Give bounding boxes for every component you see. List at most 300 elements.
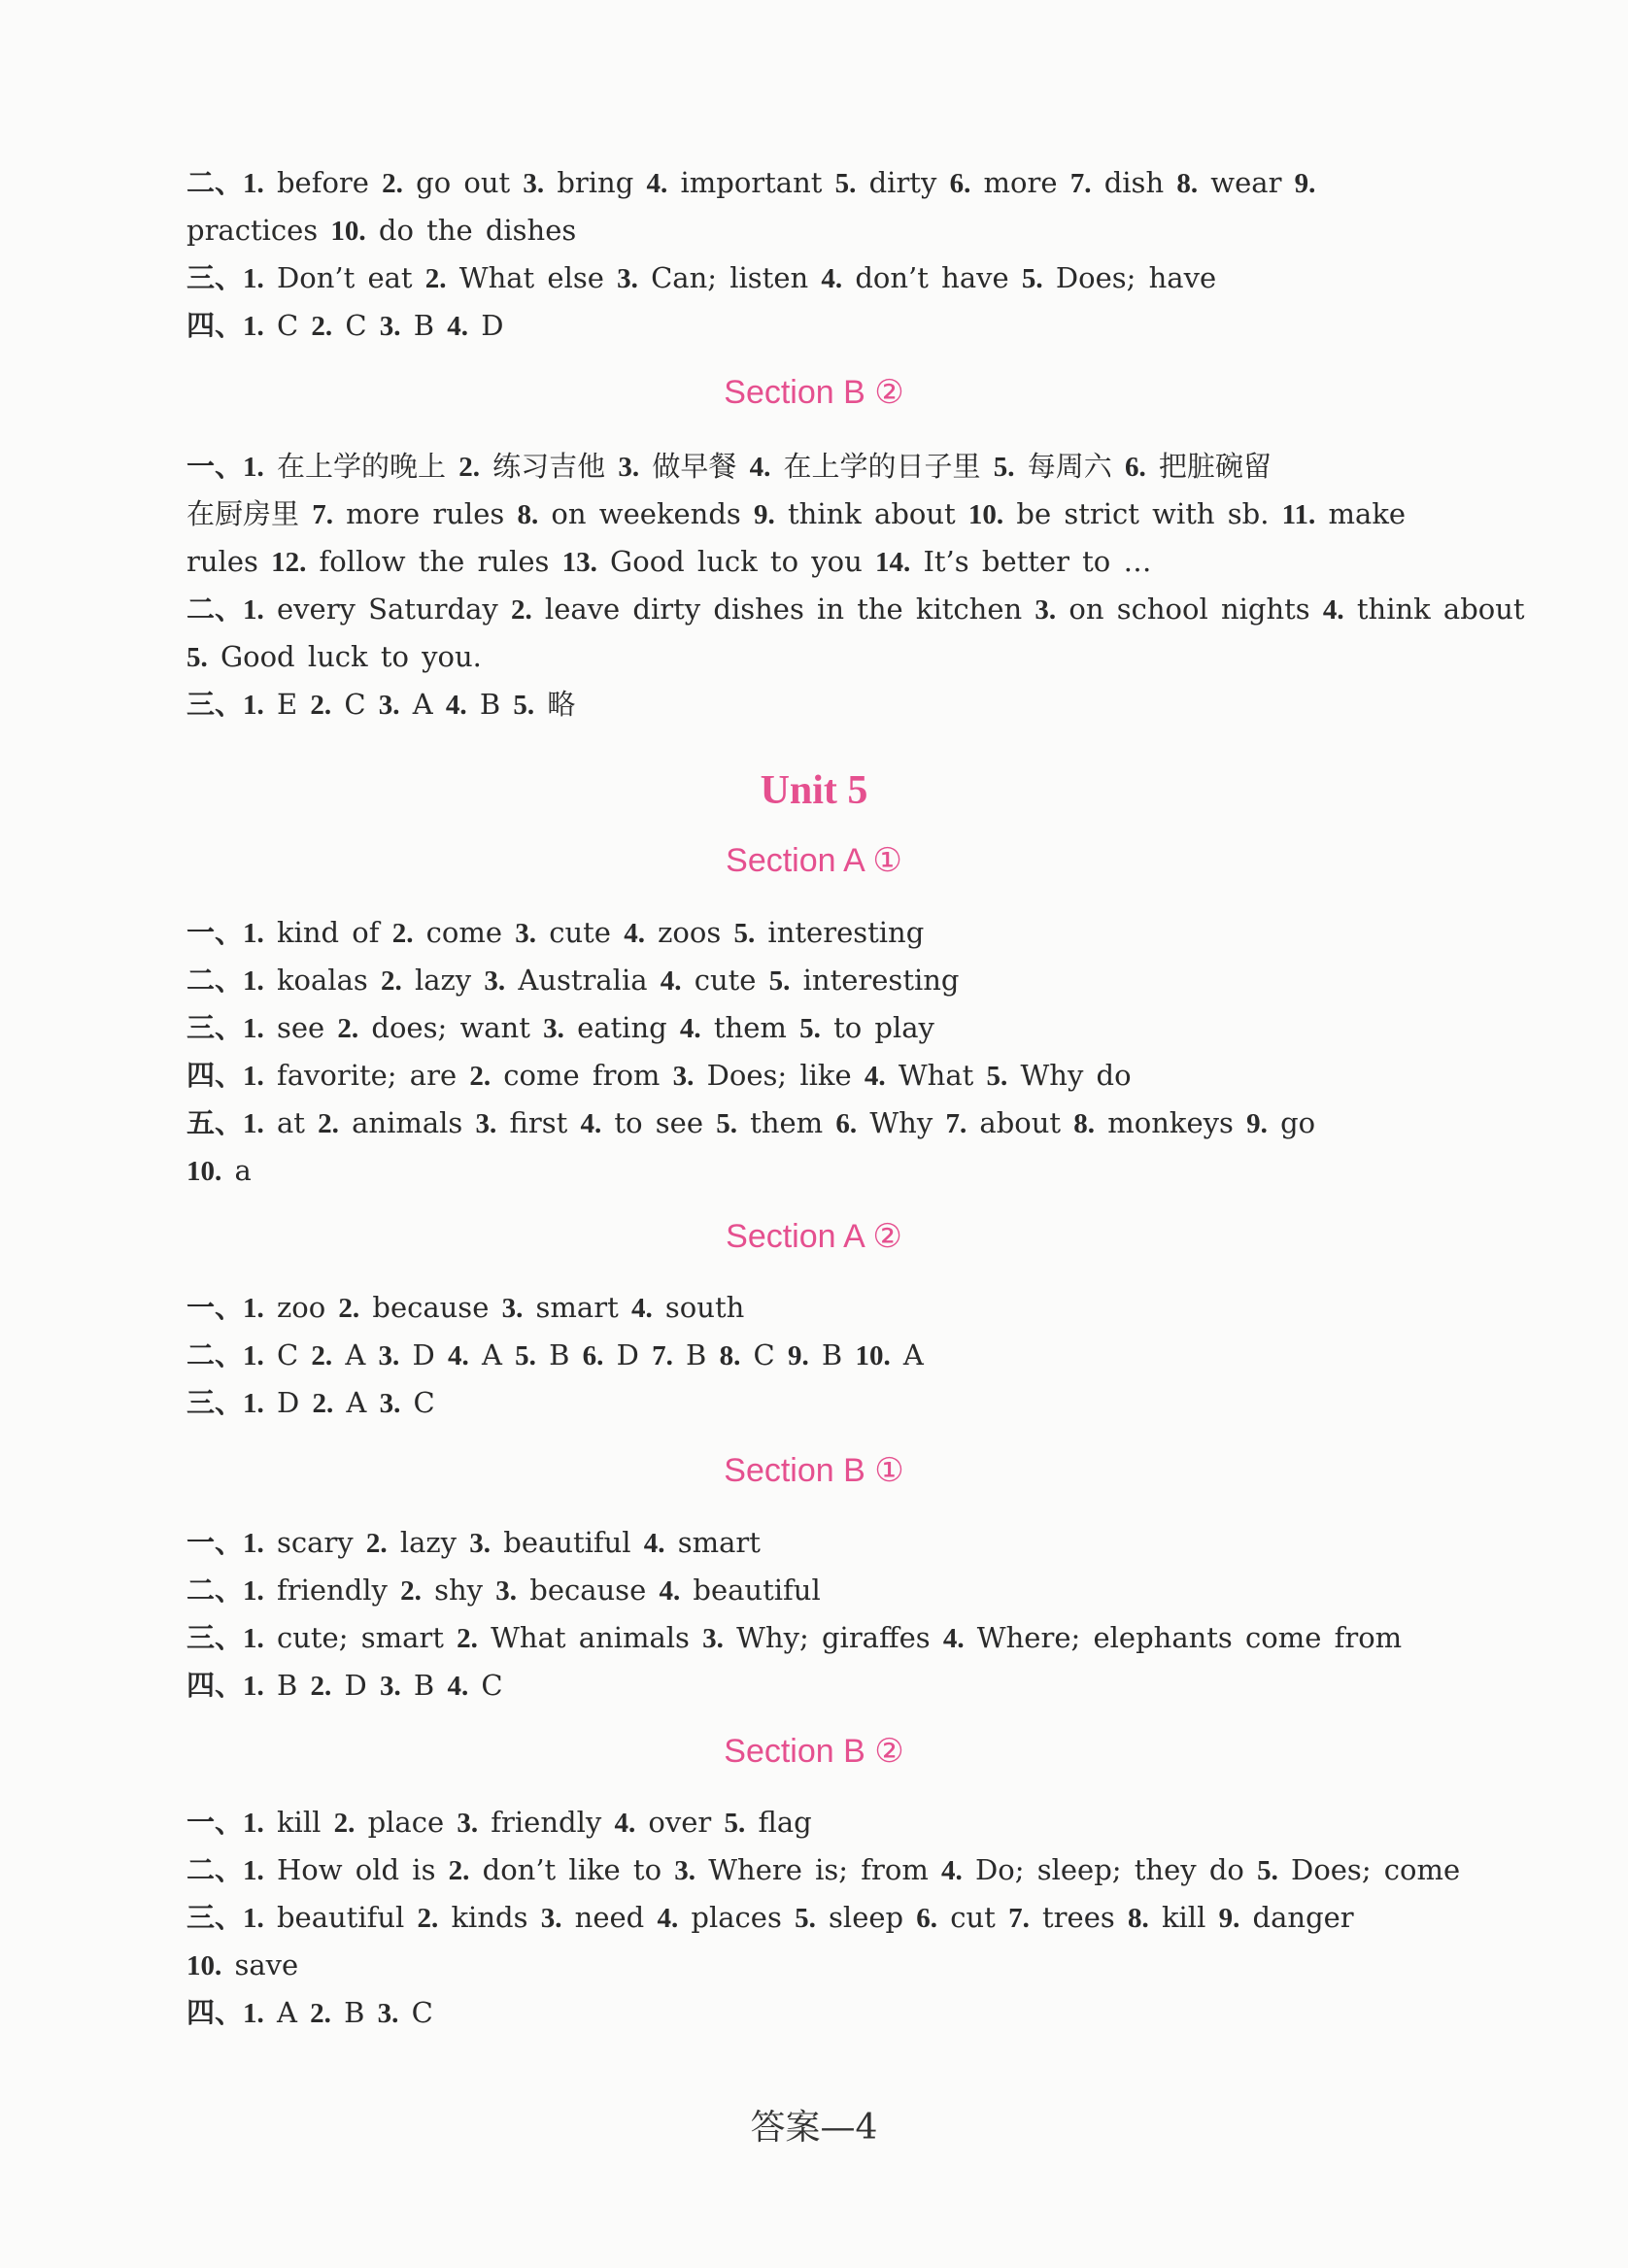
item-number: 4. [942, 1623, 965, 1654]
item-number: 9. [1246, 1108, 1268, 1139]
item-number: 2. [310, 1998, 331, 2029]
answer-line [187, 1332, 1478, 1379]
part-label: 四、 [187, 1059, 244, 1092]
item-number: 1. [243, 1340, 264, 1371]
answer-line [187, 207, 1478, 254]
answer-text: kill [1148, 1901, 1219, 1934]
part-label: 一、 [187, 916, 244, 949]
answer-text: dirty [856, 166, 950, 199]
item-number: 4. [630, 1293, 653, 1324]
item-number: 3. [618, 452, 640, 483]
item-number: 4. [447, 311, 469, 342]
answer-text: A [263, 1996, 311, 2029]
answer-text: come from [491, 1059, 673, 1092]
part-label: 五、 [187, 1106, 244, 1139]
answer-text: B [263, 1669, 311, 1702]
part-label: 四、 [187, 1996, 244, 2029]
item-number: 1. [243, 1575, 264, 1607]
item-number: 3. [702, 1623, 724, 1654]
item-number: 6. [916, 1903, 938, 1934]
answer-text: 略 [534, 688, 576, 721]
answer-text: smart [664, 1526, 761, 1559]
answer-text: C [468, 1669, 503, 1702]
answer-text: cute [536, 916, 625, 949]
answer-line [187, 1379, 1478, 1427]
item-number: 1. [243, 1808, 264, 1839]
part-label: 三、 [187, 1011, 244, 1044]
item-number: 10. [855, 1340, 891, 1371]
section-heading: Section B ② [724, 1733, 904, 1770]
answer-text: It’s better to … [910, 545, 1152, 578]
item-number: 5. [733, 918, 756, 949]
answer-text: to play [820, 1011, 934, 1044]
answer-text: Do; sleep; they do [962, 1853, 1258, 1886]
answer-text: C [331, 688, 379, 721]
answer-text: kinds [438, 1901, 541, 1934]
item-number: 2. [382, 168, 403, 199]
item-number: 1. [243, 594, 264, 626]
answer-text: Does; come [1277, 1853, 1461, 1886]
answer-line [187, 302, 1478, 350]
item-number: 5. [799, 1013, 821, 1044]
answer-text: E [263, 688, 311, 721]
item-number: 2. [391, 918, 414, 949]
answer-text: A [332, 1338, 379, 1371]
item-number: 3. [674, 1855, 696, 1886]
item-number: 3. [1034, 594, 1057, 626]
answer-text: about [967, 1106, 1074, 1139]
answer-text: D [263, 1386, 313, 1419]
answer-text: D [603, 1338, 653, 1371]
answer-text: 把脏碗留 [1145, 450, 1272, 483]
item-number: 6. [1124, 452, 1146, 483]
answer-text: Can; listen [637, 261, 822, 294]
answer-text: C [740, 1338, 788, 1371]
answer-text: beautiful [263, 1901, 418, 1934]
answer-text: Where is; from [695, 1853, 942, 1886]
answer-line [187, 254, 1478, 302]
item-number: 2. [337, 1013, 359, 1044]
item-number: 5. [986, 1061, 1008, 1092]
item-number: 11. [1281, 499, 1316, 530]
item-number: 4. [624, 918, 645, 949]
item-number: 3. [501, 1293, 524, 1324]
item-number: 5. [834, 168, 857, 199]
answer-line [187, 957, 1478, 1004]
answer-line [187, 586, 1525, 633]
item-number: 2. [448, 1855, 470, 1886]
item-number: 4. [1322, 594, 1344, 626]
answer-line [187, 1004, 1478, 1052]
section-heading: Section B ① [724, 1452, 904, 1489]
answer-text: What else [446, 261, 618, 294]
item-number: 10. [187, 1156, 222, 1187]
answer-text: B [808, 1338, 856, 1371]
answer-text: Why; giraffes [723, 1621, 943, 1654]
item-number: 7. [1008, 1903, 1030, 1934]
answer-text: beautiful [491, 1526, 644, 1559]
answer-text: at [263, 1106, 319, 1139]
item-number: 3. [475, 1108, 497, 1139]
item-number: 2. [365, 1528, 388, 1559]
answer-line [187, 1894, 1478, 1942]
answer-text: leave dirty dishes in the kitchen [531, 592, 1035, 626]
item-number: 8. [1127, 1903, 1149, 1934]
answer-text: C [263, 1338, 312, 1371]
part-label: 三、 [187, 1621, 244, 1654]
item-number: 5. [724, 1808, 746, 1839]
item-number: 2. [510, 594, 532, 626]
answer-text: koalas [263, 964, 381, 997]
item-number: 5. [187, 642, 208, 673]
item-number: 6. [582, 1340, 604, 1371]
answer-text: D [331, 1669, 380, 1702]
item-number: 10. [967, 499, 1004, 530]
answer-text: danger [1239, 1901, 1354, 1934]
answer-line [187, 1846, 1478, 1894]
section-heading: Section B ② [724, 374, 904, 411]
answer-text: cute [681, 964, 769, 997]
item-number: 4. [614, 1808, 636, 1839]
answer-text: Australia [505, 964, 661, 997]
answer-text: B [400, 1669, 448, 1702]
answer-text: 每周六 [1014, 450, 1125, 483]
answer-text: interesting [755, 916, 925, 949]
item-number: 9. [787, 1340, 809, 1371]
answer-line [187, 681, 1478, 728]
answer-text: lazy [401, 964, 485, 997]
answer-text: A [890, 1338, 924, 1371]
item-number: 1. [243, 311, 264, 342]
item-number: 1. [243, 1528, 264, 1559]
answer-text: Where; elephants come from [964, 1621, 1403, 1654]
item-number: 7. [1069, 168, 1092, 199]
item-number: 7. [652, 1340, 673, 1371]
item-number: 10. [187, 1950, 222, 1981]
answer-text: A [468, 1338, 516, 1371]
part-label: 三、 [187, 261, 244, 294]
answer-text: them [736, 1106, 836, 1139]
item-number: 3. [515, 918, 537, 949]
answer-line [187, 443, 1478, 491]
part-label: 二、 [187, 166, 244, 199]
item-number: 1. [243, 263, 264, 294]
item-number: 3. [457, 1808, 479, 1839]
answer-text: friendly [478, 1806, 615, 1839]
answer-text: sleep [815, 1901, 917, 1934]
item-number: 4. [679, 1013, 701, 1044]
answer-text: important [667, 166, 835, 199]
answer-text: trees [1029, 1901, 1128, 1934]
item-number: 1. [243, 918, 264, 949]
item-number: 2. [457, 1623, 478, 1654]
answers-section-b2-unit5 [187, 1799, 1478, 2037]
item-number: 3. [540, 1903, 562, 1934]
item-number: 2. [310, 690, 332, 721]
part-label: 四、 [187, 309, 244, 342]
answer-text: place [355, 1806, 458, 1839]
answer-text: Does; have [1042, 261, 1217, 294]
item-number: 3. [377, 1998, 399, 2029]
answer-text: make [1315, 497, 1407, 530]
item-number: 3. [617, 263, 638, 294]
item-number: 3. [378, 690, 400, 721]
answer-text: because [359, 1291, 502, 1324]
answer-text: lazy [387, 1526, 470, 1559]
answer-text: come [413, 916, 516, 949]
part-label: 二、 [187, 964, 244, 997]
answer-text: on weekends [538, 497, 755, 530]
answer-text: What animals [477, 1621, 703, 1654]
item-number: 3. [543, 1013, 564, 1044]
item-number: 4. [659, 1575, 681, 1607]
answer-text: more [970, 166, 1070, 199]
answer-text: smart [523, 1291, 631, 1324]
item-number: 8. [719, 1340, 741, 1371]
answer-text: over [635, 1806, 725, 1839]
item-number: 9. [1218, 1903, 1240, 1934]
answer-text: save [221, 1948, 299, 1981]
answer-text: C [332, 309, 380, 342]
item-number: 1. [243, 452, 264, 483]
item-number: 4. [749, 452, 771, 483]
item-number: 8. [1176, 168, 1199, 199]
item-number: 4. [660, 965, 682, 997]
answer-text: on school nights [1056, 592, 1323, 626]
part-label: 三、 [187, 1386, 244, 1419]
answer-text: kill [263, 1806, 334, 1839]
answer-text: think about [774, 497, 968, 530]
item-number: 1. [243, 1108, 264, 1139]
answer-text: go out [402, 166, 524, 199]
answer-text: 做早餐 [639, 450, 750, 483]
item-number: 4. [821, 263, 843, 294]
answer-line [187, 1614, 1478, 1662]
item-number: 5. [768, 965, 791, 997]
answer-text: D [468, 309, 504, 342]
item-number: 1. [243, 168, 264, 199]
item-number: 3. [672, 1061, 695, 1092]
answer-line [187, 1942, 1478, 1989]
answer-text: 在上学的日子里 [770, 450, 994, 483]
answer-line [187, 491, 1478, 538]
part-label: 一、 [187, 1291, 244, 1324]
answer-line [187, 1284, 1478, 1332]
answer-text: shy [421, 1574, 496, 1607]
item-number: 10. [330, 216, 366, 247]
answer-text: them [700, 1011, 800, 1044]
item-number: 2. [380, 965, 402, 997]
item-number: 2. [310, 1671, 332, 1702]
answer-text: Why do [1007, 1059, 1132, 1092]
item-number: 14. [874, 547, 911, 578]
item-number: 8. [517, 499, 539, 530]
answer-text: don’t like to [469, 1853, 675, 1886]
part-label: 一、 [187, 450, 244, 483]
item-number: 3. [484, 965, 506, 997]
item-number: 3. [523, 168, 545, 199]
answer-text: practices [187, 214, 331, 247]
answers-top [187, 159, 1478, 350]
part-label: 二、 [187, 1853, 244, 1886]
answer-text: see [263, 1011, 338, 1044]
item-number: 4. [941, 1855, 963, 1886]
item-number: 1. [243, 965, 264, 997]
answer-line [187, 1052, 1478, 1100]
item-number: 5. [513, 690, 535, 721]
item-number: 1. [243, 1903, 264, 1934]
answer-text: friendly [263, 1574, 401, 1607]
item-number: 4. [447, 1340, 469, 1371]
section-heading: Section A ② [726, 1218, 902, 1255]
item-number: 3. [495, 1575, 518, 1607]
answer-text: What [885, 1059, 987, 1092]
answer-text: cute; smart [263, 1621, 458, 1654]
item-number: 3. [469, 1528, 492, 1559]
answer-text: B [672, 1338, 720, 1371]
item-number: 9. [1294, 168, 1316, 199]
item-number: 1. [243, 1013, 264, 1044]
item-number: 1. [243, 1388, 264, 1419]
item-number: 3. [379, 1671, 401, 1702]
answer-text: flag [745, 1806, 812, 1839]
answer-text: dish [1091, 166, 1177, 199]
answer-line [187, 1989, 1478, 2037]
answer-line [187, 1567, 1478, 1614]
answer-text: favorite; are [263, 1059, 470, 1092]
answer-text: go [1267, 1106, 1316, 1139]
answer-text: a [221, 1154, 252, 1187]
item-number: 4. [447, 1671, 469, 1702]
item-number: 13. [561, 547, 597, 578]
answer-text: B [535, 1338, 583, 1371]
answer-text: rules [187, 545, 272, 578]
answer-text: be strict with sb. [1003, 497, 1282, 530]
answer-text: Good luck to you [596, 545, 875, 578]
item-number: 6. [949, 168, 971, 199]
item-number: 4. [864, 1061, 886, 1092]
item-number: 12. [271, 547, 307, 578]
answer-line [187, 1147, 1478, 1195]
answer-text: monkeys [1095, 1106, 1247, 1139]
answer-text: every Saturday [263, 592, 511, 626]
answer-text: eating [563, 1011, 680, 1044]
answer-line [187, 1662, 1478, 1709]
item-number: 1. [243, 1061, 264, 1092]
item-number: 2. [469, 1061, 492, 1092]
item-number: 5. [515, 1340, 536, 1371]
answer-text: does; want [358, 1011, 544, 1044]
item-number: 2. [458, 452, 480, 483]
answer-text: more rules [332, 497, 518, 530]
answer-text: before [263, 166, 383, 199]
answer-text: A [333, 1386, 380, 1419]
answer-text: cut [937, 1901, 1009, 1934]
answer-text: think about [1343, 592, 1525, 626]
answer-text: 在上学的晚上 [263, 450, 459, 483]
item-number: 2. [311, 1340, 333, 1371]
answers-section-b2 [187, 443, 1525, 728]
answer-text: A [399, 688, 446, 721]
answer-text: How old is [263, 1853, 449, 1886]
section-heading: Section A ① [726, 842, 902, 879]
answer-text: don’t have [842, 261, 1022, 294]
item-number: 4. [580, 1108, 602, 1139]
part-label: 二、 [187, 1338, 244, 1371]
item-number: 1. [243, 1623, 264, 1654]
answer-text: to see [601, 1106, 717, 1139]
item-number: 2. [417, 1903, 439, 1934]
item-number: 2. [318, 1108, 339, 1139]
item-number: 5. [795, 1903, 816, 1934]
answer-text: Why [857, 1106, 946, 1139]
item-number: 4. [643, 1528, 665, 1559]
item-number: 2. [424, 263, 447, 294]
part-label: 二、 [187, 592, 244, 626]
answer-text: Does; like [694, 1059, 865, 1092]
answers-section-a1 [187, 909, 1478, 1195]
item-number: 1. [243, 690, 264, 721]
page-footer: 答案—4 [750, 2108, 878, 2148]
answers-section-b1 [187, 1519, 1478, 1709]
answer-text: south [652, 1291, 745, 1324]
item-number: 4. [445, 690, 467, 721]
item-number: 6. [835, 1108, 858, 1139]
item-number: 3. [378, 1340, 400, 1371]
answers-section-a2 [187, 1284, 1478, 1427]
part-label: 一、 [187, 1526, 244, 1559]
answer-text: first [496, 1106, 581, 1139]
item-number: 4. [657, 1903, 679, 1934]
answer-line [187, 1100, 1478, 1147]
answer-text: bring [544, 166, 647, 199]
answer-text: zoo [263, 1291, 339, 1324]
answer-text: because [517, 1574, 660, 1607]
item-number: 2. [333, 1808, 356, 1839]
answer-text: beautiful [680, 1574, 821, 1607]
item-number: 4. [646, 168, 668, 199]
item-number: 9. [754, 499, 775, 530]
answer-text: B [330, 1996, 378, 2029]
answer-text: Don’t eat [263, 261, 425, 294]
item-number: 1. [243, 1855, 264, 1886]
part-label: 一、 [187, 1806, 244, 1839]
answer-text: do the dishes [365, 214, 577, 247]
answer-text: Good luck to you. [207, 640, 482, 673]
item-number: 2. [311, 311, 333, 342]
answer-text: 在厨房里 [187, 497, 313, 530]
item-number: 7. [312, 499, 333, 530]
item-number: 7. [945, 1108, 967, 1139]
answer-text: D [399, 1338, 448, 1371]
item-number: 2. [338, 1293, 360, 1324]
item-number: 1. [243, 1293, 264, 1324]
answer-text: 练习吉他 [479, 450, 619, 483]
answer-text: C [400, 1386, 435, 1419]
answer-text: zoos [644, 916, 734, 949]
part-label: 二、 [187, 1574, 244, 1607]
answer-text: B [466, 688, 514, 721]
item-number: 2. [400, 1575, 422, 1607]
unit-title: Unit 5 [760, 768, 868, 813]
answer-text: C [263, 309, 312, 342]
answer-line [187, 909, 1478, 957]
answer-text: animals [338, 1106, 476, 1139]
answer-line [187, 1799, 1478, 1846]
answer-text: kind of [263, 916, 392, 949]
item-number: 5. [1257, 1855, 1278, 1886]
answer-text: scary [263, 1526, 366, 1559]
